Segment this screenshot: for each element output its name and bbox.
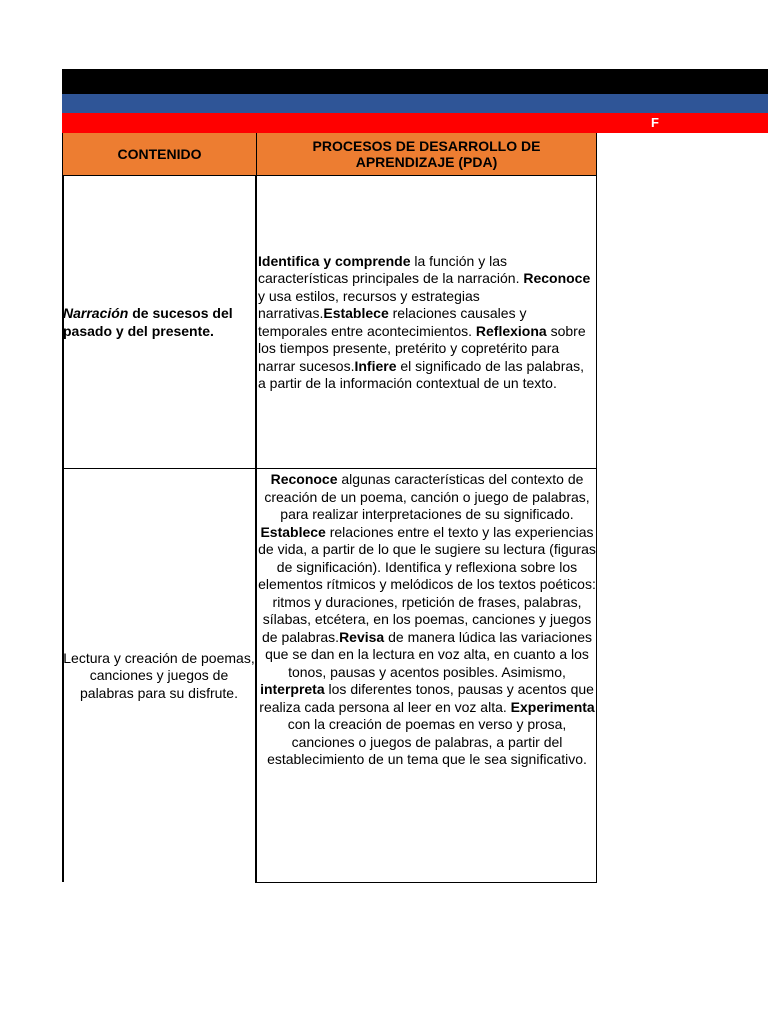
row2-pda-bold-5: Experimenta — [510, 698, 595, 715]
row2-pda-bold-3: Revisa — [339, 628, 385, 645]
top-red-band — [62, 113, 768, 133]
header-pda-label: PROCESOS DE DESARROLLO DE APRENDIZAJE (PDA) — [312, 138, 541, 170]
row1-pda-text-2: y usa estilos, recursos y estrategias narrativas. — [258, 287, 480, 321]
top-blue-band — [62, 94, 768, 113]
row1-pda-text-1: la función y las características principales de la narración. — [258, 252, 524, 286]
row1-content-text — [63, 305, 254, 340]
row1-pda-bold-1: Identifica y comprende — [258, 252, 411, 269]
row1-pda-text — [258, 253, 592, 393]
row1-pda-bold-5: Infiere — [354, 357, 397, 374]
row2-pda-text-4: los diferentes tonos, pausas y acentos que realiza cada persona al leer en voz alta. — [259, 681, 594, 715]
row2-content-text: Lectura y creación de poemas, canciones y juegos de palabras para su disfrute. — [63, 649, 255, 701]
red-band-letter: F — [651, 115, 659, 130]
row2-pda-text-1: algunas características del contexto de creación de un poema, canción o juego de palabras, para realizar interpretaciones de su significado. — [264, 471, 590, 522]
grid-bottom-border — [255, 882, 597, 883]
row2-pda-cell — [258, 470, 596, 882]
row2-pda-bold-1: Reconoce — [270, 471, 338, 487]
row1-content-italic: Narración — [63, 305, 129, 321]
top-black-band — [62, 69, 768, 94]
row1-content-rest: de sucesos del pasado y del presente. — [63, 305, 233, 339]
grid-row-divider — [62, 468, 597, 469]
row2-pda-text-3: de manera lúdica las variaciones que se dan en la lectura en voz alta, en cuanto a los tonos, pausas y acentos posibles. Asimismo, — [265, 628, 592, 680]
row1-content-cell — [63, 177, 256, 468]
row2-pda-bold-2: Establece — [260, 523, 326, 540]
row1-pda-bold-3: Establece — [323, 305, 389, 321]
row1-pda-text-5: el significado de las palabras, a partir de la información contextual de un texto. — [258, 357, 585, 391]
header-contenido-label: CONTENIDO — [117, 146, 202, 162]
grid-right-border — [596, 176, 597, 883]
row2-content-cell — [63, 470, 256, 882]
row1-pda-bold-4: Reflexiona — [475, 322, 547, 339]
row1-pda-bold-2: Reconoce — [523, 270, 591, 286]
row1-pda-text-3: relaciones causales y temporales entre acontecimientos. — [258, 305, 527, 339]
row1-pda-cell — [258, 177, 596, 468]
row2-pda-text-2: relaciones entre el texto y las experiencias de vida, a partir de lo que le sugiere su lectura (figuras de significación). Identifica y reflexiona sobre los elementos rítmicos y melódicos de los textos poéticos: ritmos y duraciones, rpetición de frases, palabras, sílabas, etcétera, en los poemas, canciones y juegos de palabras. — [258, 523, 596, 645]
row1-pda-text-4: sobre los tiempos presente, pretérito y copretérito para narrar sucesos. — [258, 322, 586, 374]
row2-pda-text — [258, 471, 596, 769]
header-contenido — [62, 133, 257, 176]
row2-pda-bold-4: interpreta — [260, 681, 325, 697]
header-pda — [257, 133, 597, 176]
row2-pda-text-5: con la creación de poemas en verso y prosa, canciones o juegos de palabras, a partir del establecimiento de un tema que le sea significativo. — [267, 716, 587, 767]
